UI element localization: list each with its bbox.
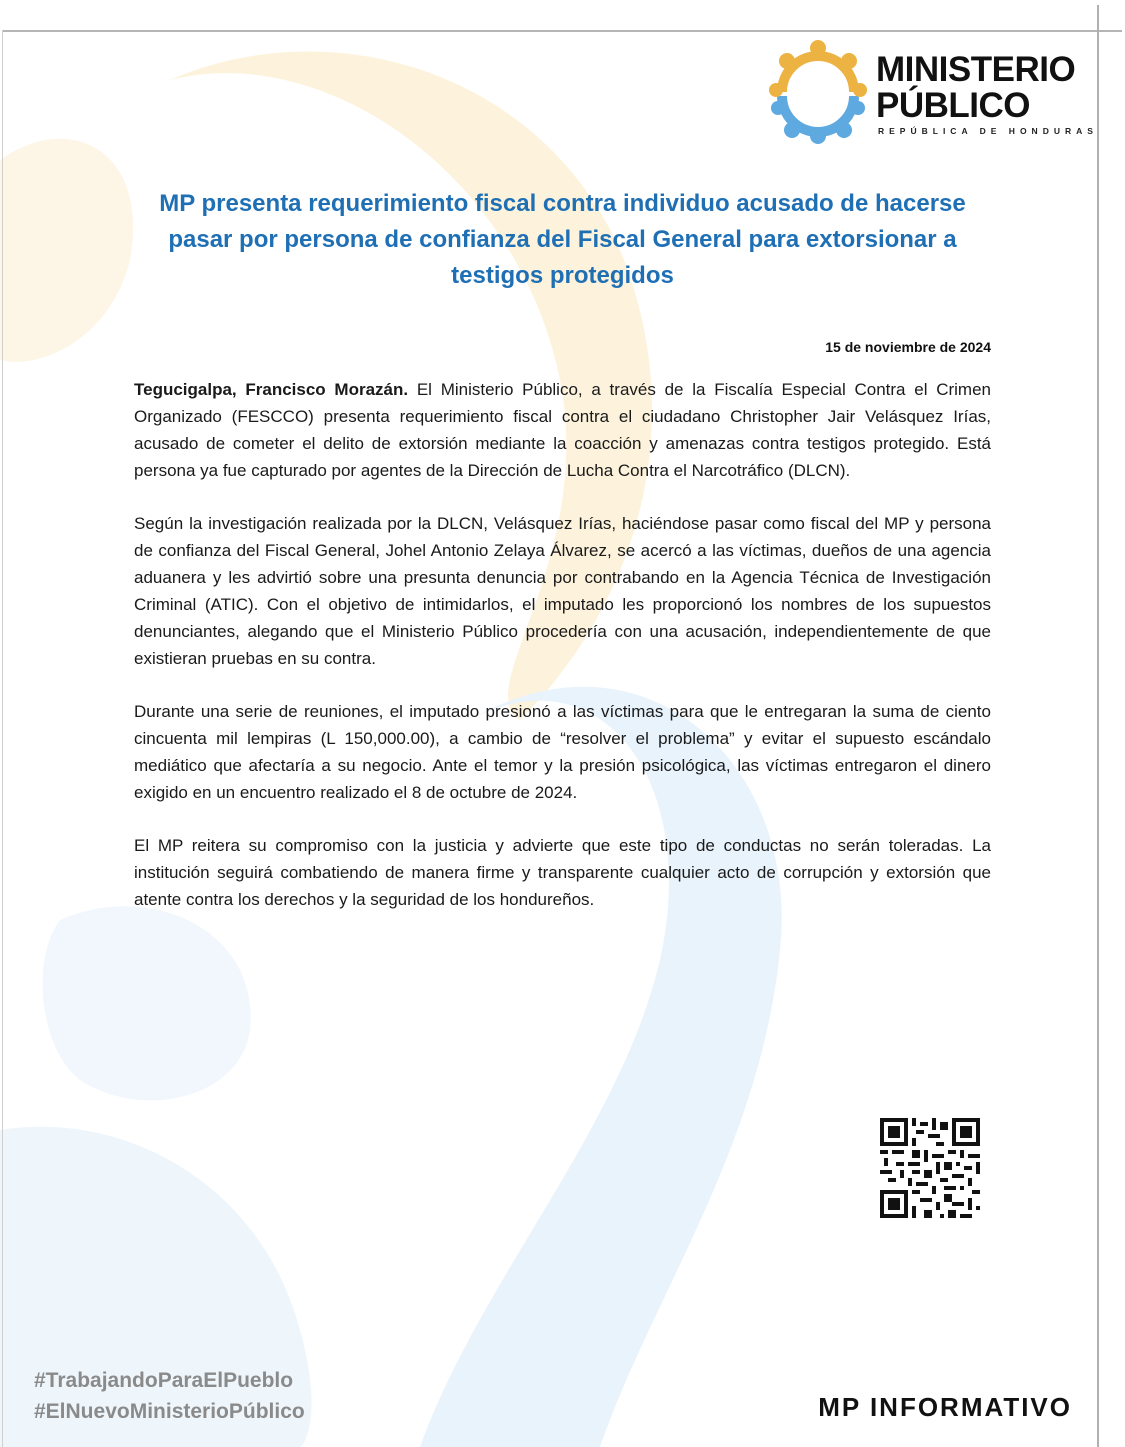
- paragraph-text: Según la investigación realizada por la DLCN, Velásquez Irías, haciéndose pasar como fiscal del MP y persona de confianza del Fiscal General, Johel Antonio Zelaya Álvarez, se acercó a las víctimas, dueños de una agencia aduanera y les advirtió sobre una presunta denuncia por contrabando en la Agencia Técnica de Investigación Criminal (ATIC). Con el objetivo de intimidarlos, el imputado les proporcionó los nombres de los supuestos denunciantes, alegando que el Ministerio Público procedería con una acusación, independientemente de que existieran pruebas en su contra.: [134, 514, 991, 668]
- hashtag-trabajando[interactable]: #TrabajandoParaElPueblo: [34, 1369, 294, 1392]
- paragraph-4: [134, 832, 991, 913]
- ministerio-publico-logo: [768, 40, 1098, 144]
- paragraph-text: Durante una serie de reuniones, el imputado presionó a las víctimas para que le entregaran la suma de ciento cincuenta mil lempiras (L 150,000.00), a cambio de “resolver el problema” y evitar el supuesto escándalo mediático que afectaría a su negocio. Ante el temor y la presión psicológica, las víctimas entregaron el dinero exigido en un encuentro realizado el 8 de octubre de 2024.: [134, 702, 991, 802]
- article-body: [134, 376, 991, 939]
- paragraph-1: [134, 376, 991, 484]
- logo-name-line1: MINISTERIO: [876, 50, 1076, 89]
- qr-code-icon[interactable]: [880, 1118, 980, 1218]
- article-date: 15 de noviembre de 2024: [825, 339, 991, 355]
- paragraph-3: [134, 698, 991, 806]
- paragraph-text: El Ministerio Público, a través de la Fiscalía Especial Contra el Crimen Organizado (FESCCO) presenta requerimiento fiscal contra el ciudadano Christopher Jair Velásquez Irías, acusado de cometer el delito de extorsión mediante la coacción y amenazas contra testigos protegido. Está persona ya fue capturado por agentes de la Dirección de Lucha Contra el Narcotráfico (DLCN).: [134, 380, 991, 480]
- people-circle-logo-icon: [768, 40, 868, 144]
- frame-right-line: [1097, 5, 1099, 1447]
- hashtag-nuevo-ministerio[interactable]: #ElNuevoMinisterioPúblico: [34, 1400, 305, 1423]
- article-title: MP presenta requerimiento fiscal contra individuo acusado de hacerse pasar por persona de confianza del Fiscal General para extorsionar a testigos protegidos: [159, 190, 966, 289]
- frame-left-line: [2, 30, 3, 1447]
- paragraph-text: El MP reitera su compromiso con la justicia y advierte que este tipo de conductas no serán toleradas. La institución seguirá combatiendo de manera firme y transparente cualquier acto de corrupción y extorsión que atente contra los derechos y la seguridad de los hondureños.: [134, 836, 991, 909]
- logo-subtitle: REPÚBLICA DE HONDURAS: [878, 126, 1098, 136]
- hashtags: [34, 1365, 305, 1427]
- logo-name-line2: PÚBLICO: [876, 86, 1030, 125]
- footer-brand-mp-informativo: MP INFORMATIVO: [818, 1392, 1072, 1422]
- paragraph-2: [134, 510, 991, 672]
- paragraph-lead: Tegucigalpa, Francisco Morazán.: [134, 380, 409, 399]
- frame-top-line: [2, 30, 1122, 32]
